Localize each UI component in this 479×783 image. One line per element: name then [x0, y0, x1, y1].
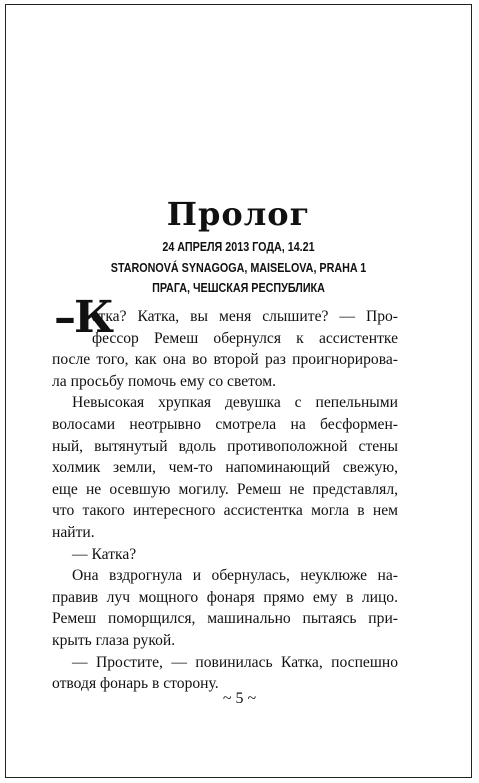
text-line: волосами неотрывно смотрела на бесформен- [52, 415, 398, 433]
text-line: — Катка? [72, 545, 137, 563]
address-line: STARONOVÁ SYNAGOGA, MAISELOVA, PRAHA 1 [110, 261, 367, 275]
text-line: Невысокая хрупкая девушка с пепельными [72, 394, 398, 412]
text-line: ный, вытянутый вдоль противоположной стены [52, 437, 398, 455]
date-line: 24 АПРЕЛЯ 2013 ГОДА, 14.21 [162, 240, 315, 254]
text-line: правив луч мощного фонаря прямо ему в лицо. [52, 588, 398, 606]
text-line: найти. [52, 523, 95, 541]
text-line: Ремеш поморщился, машинально пытаясь при- [52, 610, 398, 628]
drop-cap: –К [54, 292, 113, 343]
page-number: ~ 5 ~ [222, 690, 257, 707]
text-line: крыть глаза рукой. [52, 631, 176, 649]
body-text [52, 306, 398, 695]
text-line: после того, как она во второй раз проигнорирова- [52, 351, 398, 369]
text-line: — Простите, — повинилась Катка, поспешно [72, 653, 398, 671]
text-line: холмик земли, чем-то напоминающий свежую, [52, 459, 398, 477]
text-line: отводя фонарь в сторону. [52, 675, 219, 693]
text-line: что такого интересного ассистентка могла в нем [52, 502, 398, 520]
text-line: атка? Катка, вы меня слышите? — Про- [92, 308, 398, 325]
text-line: Она вздрогнула и обернулась, неуклюже на- [72, 567, 398, 585]
text-line: еще не осевшую могилу. Ремеш не представлял, [52, 480, 398, 498]
text-line: ла просьбу помочь ему со светом. [52, 372, 277, 390]
chapter-title: Пролог [166, 195, 311, 233]
text-line: фессор Ремеш обернулся к ассистентке [92, 329, 398, 347]
place-line: ПРАГА, ЧЕШСКАЯ РЕСПУБЛИКА [152, 281, 325, 295]
